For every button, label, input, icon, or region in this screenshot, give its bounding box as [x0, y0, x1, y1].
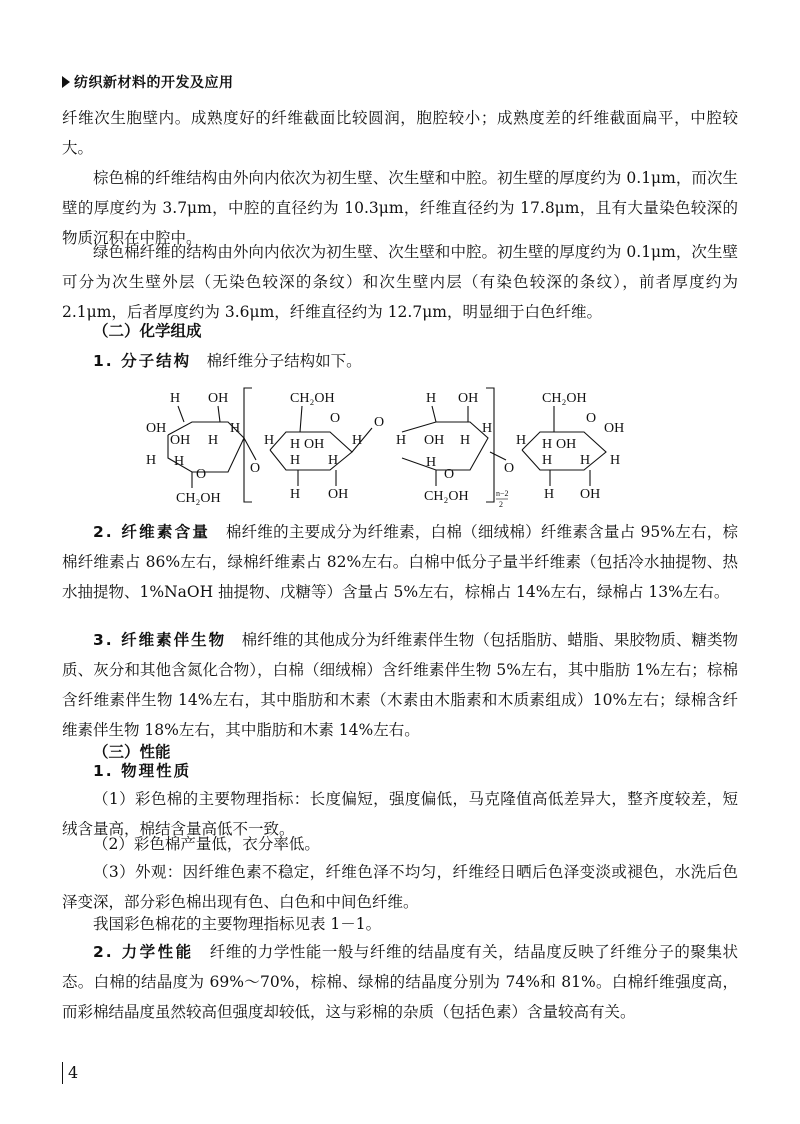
- subsection-text: 棉纤维分子结构如下。: [206, 352, 362, 370]
- repeat-subscript: n−2: [496, 489, 509, 498]
- atom-label: H: [460, 433, 471, 448]
- subsection-text: 纤维的力学性能一般与纤维的结晶度有关，结晶度反映了纤维分子的聚集状态。白棉的结晶度为 69%～70%，棕棉、绿棉的结晶度分别为 74%和 81%。白棉纤维强度高，而彩棉结晶度虽然较高但强度却较低，这与彩棉的杂质（包括色素）含量较高有关。: [62, 943, 738, 1021]
- atom-label: H: [482, 421, 493, 436]
- atom-label: H: [170, 391, 181, 406]
- subsection-physical: [62, 756, 738, 786]
- paragraph-green-cotton: 绿色棉纤维的结构由外向内依次为初生壁、次生壁和中腔。初生壁的厚度约为 0.1μm，次生壁可分为次生壁外层（无染色较深的条纹）和次生壁内层（有染色较深的条纹），前者厚度约为 2.1μm，后者厚度约为 3.6μm，纤维直径约为 12.7μm，明显细于白色纤维。: [62, 243, 738, 321]
- atom-label: H: [328, 453, 339, 468]
- atom-label: H: [290, 453, 301, 468]
- subsection-title: 1. 分子结构: [93, 352, 192, 370]
- atom-label: OH: [328, 487, 349, 502]
- atom-label: H: [264, 433, 275, 448]
- section-heading-chemical: （二）化学组成: [93, 322, 202, 340]
- paragraph-physical-3: （3）外观：因纤维色素不稳定，纤维色泽不均匀，纤维经日晒后色泽变淡或褪色，水洗后色泽变深，部分彩色棉出现有色、白色和中间色纤维。: [62, 863, 738, 911]
- atom-label: O: [504, 461, 515, 476]
- atom-label: OH: [146, 421, 167, 436]
- atom-label: H: [352, 433, 363, 448]
- atom-label: OH: [604, 421, 625, 436]
- atom-label: H: [542, 437, 553, 452]
- subsection-title: 2. 纤维素含量: [93, 523, 211, 541]
- running-header: [62, 72, 234, 92]
- atom-label: H: [426, 391, 437, 406]
- atom-label: OH: [208, 391, 229, 406]
- paragraph-physical-1: （1）彩色棉的主要物理指标：长度偏短，强度偏低，马克隆值高低差异大，整齐度较差，短绒含量高，棉结含量高低不一致。: [62, 790, 738, 838]
- subsection-text: 棉纤维的其他成分为纤维素伴生物（包括脂肪、蜡脂、果胶物质、糖类物质、灰分和其他含氮化合物），白棉（细绒棉）含纤维素伴生物 5%左右，其中脂肪 1%左右；棕棉含纤维素伴生物 14%左右，其中脂肪和木素（木素由木脂素和木质素组成）10%左右；绿棉含纤维素伴生物 18%左右，其中脂肪和木素 14%左右。: [62, 631, 738, 739]
- atom-label: OH: [304, 437, 325, 452]
- atom-label: H: [174, 454, 185, 469]
- page-number-rule: [62, 1062, 63, 1084]
- atom-label: H: [208, 433, 219, 448]
- atom-label: H: [146, 453, 157, 468]
- paragraph-cellulose-companions: [62, 625, 738, 745]
- atom-label: H: [580, 453, 591, 468]
- atom-label: H: [426, 455, 437, 470]
- cellulose-structure-formula: [140, 380, 650, 510]
- atom-label: O: [250, 461, 261, 476]
- atom-label: O: [586, 411, 597, 426]
- atom-label: OH: [556, 437, 577, 452]
- atom-label: CH₂OH: [290, 391, 335, 406]
- atom-label: H: [542, 453, 553, 468]
- paragraph-brown-cotton: 棕色棉的纤维结构由外向内依次为初生壁、次生壁和中腔。初生壁的厚度约为 0.1μm，而次生壁的厚度约为 3.7μm，中腔的直径约为 10.3μm，纤维直径约为 17.8μm，且有大量染色较深的物质沉积在中腔中。: [62, 169, 738, 247]
- paragraph-mechanical: [62, 937, 738, 1027]
- page-number: 4: [68, 1063, 79, 1082]
- subsection-title: 2. 力学性能: [93, 943, 194, 961]
- repeat-subscript: 2: [499, 500, 503, 509]
- atom-label: OH: [580, 487, 601, 502]
- paragraph-molecular-structure: [62, 346, 738, 376]
- header-title: 纺织新材料的开发及应用: [74, 75, 234, 91]
- atom-label: CH₂OH: [542, 391, 587, 406]
- atom-label: O: [444, 467, 455, 482]
- section-heading-properties: （三）性能: [93, 743, 171, 761]
- subsection-text: 棉纤维的主要成分为纤维素，白棉（细绒棉）纤维素含量占 95%左右，棕棉纤维素占 86%左右，绿棉纤维素占 82%左右。白棉中低分子量半纤维素（包括冷水抽提物、热水抽提物、1%NaOH 抽提物、戊糖等）含量占 5%左右，棕棉占 14%左右，绿棉占 13%左右。: [62, 523, 738, 601]
- subsection-title: 1. 物理性质: [93, 762, 192, 780]
- triangle-icon: [62, 76, 70, 88]
- atom-label: OH: [458, 391, 479, 406]
- atom-label: H: [230, 421, 241, 436]
- atom-label: H: [290, 487, 301, 502]
- subsection-title: 3. 纤维素伴生物: [93, 631, 227, 649]
- atom-label: H: [396, 433, 407, 448]
- atom-label: H: [516, 433, 527, 448]
- atom-label: O: [374, 415, 385, 430]
- paragraph-physical-4: 我国彩色棉花的主要物理指标见表 1－1。: [93, 915, 382, 933]
- atom-label: H: [544, 487, 555, 502]
- paragraph-cellulose-content: [62, 517, 738, 607]
- atom-label: O: [330, 411, 341, 426]
- atom-label: OH: [170, 433, 191, 448]
- paragraph-physical-2: （2）彩色棉产量低，衣分率低。: [93, 835, 320, 853]
- paragraph-1: 纤维次生胞壁内。成熟度好的纤维截面比较圆润，胞腔较小；成熟度差的纤维截面扁平，中腔较大。: [62, 109, 738, 157]
- atom-label: H: [610, 453, 621, 468]
- atom-label: H: [290, 437, 301, 452]
- atom-label: O: [196, 467, 207, 482]
- atom-label: CH₂OH: [176, 491, 221, 506]
- atom-label: CH₂OH: [424, 489, 469, 504]
- atom-label: OH: [424, 433, 445, 448]
